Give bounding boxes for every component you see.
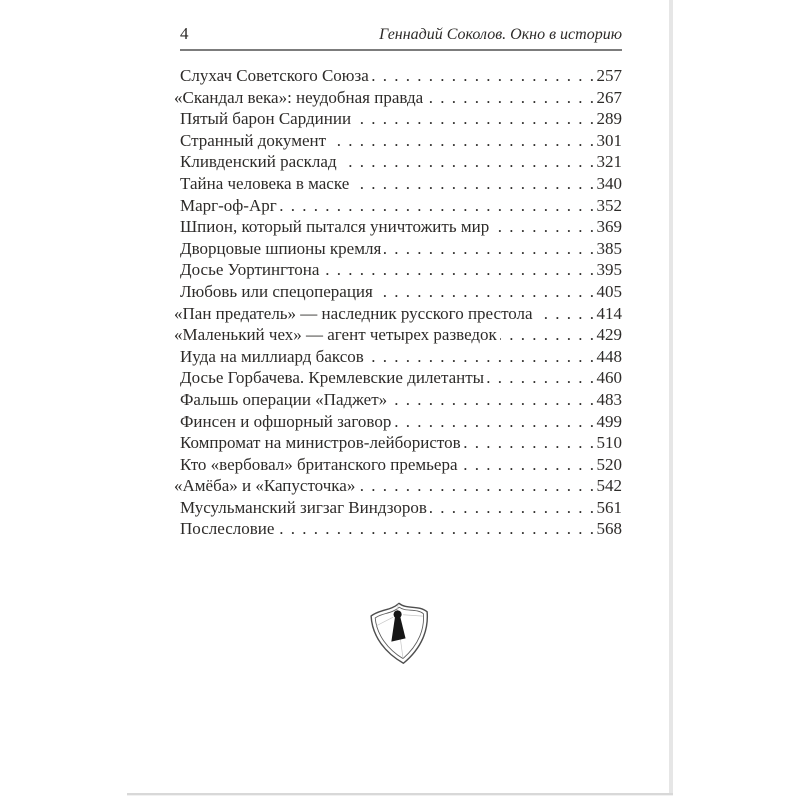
toc-entry (180, 518, 622, 540)
toc-dot-leader (487, 367, 595, 389)
toc-entry (180, 411, 622, 433)
page-edge-bottom (127, 793, 673, 796)
toc-dot-leader (430, 497, 596, 519)
toc-entry (180, 281, 622, 303)
toc-dot-leader (500, 324, 596, 346)
toc-entry-page: 352 (596, 195, 622, 215)
toc-entry-page: 385 (596, 238, 622, 258)
toc-entry-page: 460 (596, 368, 622, 388)
toc-entry-page: 395 (596, 260, 622, 280)
toc-dot-leader (464, 432, 596, 454)
toc-entry (180, 65, 622, 87)
toc-entry-page: 301 (596, 130, 622, 150)
toc-entry-title: Марг-оф-Арг (180, 195, 277, 215)
toc-entry-page: 429 (596, 325, 622, 345)
toc-entry-page: 405 (596, 281, 622, 301)
toc-entry-page: 520 (596, 454, 622, 474)
toc-entry-page: 340 (596, 173, 622, 193)
toc-entry (180, 238, 622, 260)
toc-dot-leader (384, 238, 595, 260)
toc-entry-title: «Амёба» и «Капусточка» (174, 476, 356, 496)
toc-entry-title: Компромат на министров-лейбористов (180, 433, 461, 453)
toc-entry-title: «Маленький чех» — агент четырех разведок (174, 325, 497, 345)
toc-entry (174, 87, 622, 109)
toc-dot-leader (340, 151, 596, 173)
toc-entry-title: Досье Уортингтона (180, 260, 320, 280)
page-edge-right (669, 0, 673, 794)
page-number: 4 (180, 24, 189, 43)
toc-entry (180, 454, 622, 476)
running-head: Геннадий Соколов. Окно в историю (379, 26, 622, 43)
page-header (180, 24, 622, 45)
toc-entry (180, 216, 622, 238)
toc-entry-title: Иуда на миллиард баксов (180, 346, 364, 366)
toc-entry-title: Слухач Советского Союза (180, 66, 369, 85)
toc-entry (180, 389, 622, 411)
toc-entry-page: 561 (596, 497, 622, 517)
toc-entry-page: 483 (596, 389, 622, 409)
toc-dot-leader (376, 281, 596, 303)
toc-dot-leader (536, 303, 596, 325)
toc-dot-leader (492, 216, 595, 238)
toc-entry-page: 542 (596, 476, 622, 496)
toc-entry (180, 151, 622, 173)
toc-entry (180, 367, 622, 389)
toc-entry-title: Странный документ (180, 130, 327, 150)
toc-entry-title: Шпион, который пытался уничтожить мир (180, 217, 490, 237)
toc-entry-page: 257 (596, 66, 622, 85)
header-rule (180, 49, 622, 51)
toc-entry-title: Кто «вербовал» британского премьера (180, 454, 458, 474)
toc-dot-leader (394, 411, 595, 433)
toc-entry-title: Дворцовые шпионы кремля (180, 238, 382, 258)
toc-entry-title: Пятый барон Сардинии (180, 109, 352, 129)
toc-entry (180, 108, 622, 130)
shield-keyhole-icon (360, 594, 440, 672)
toc-entry (180, 432, 622, 454)
toc-dot-leader (354, 108, 595, 130)
toc-dot-leader (280, 195, 596, 217)
toc-entry-title: «Скандал века»: неудобная правда (174, 87, 424, 107)
toc-entry-page: 369 (596, 217, 622, 237)
toc-dot-leader (461, 454, 596, 476)
toc-entry (180, 259, 622, 281)
toc-dot-leader (358, 475, 595, 497)
toc-entry-title: Мусульманский зигзаг Виндзоров (180, 497, 427, 517)
toc-entry-page: 267 (596, 87, 622, 107)
toc-entry-page: 510 (596, 433, 622, 453)
toc-entry-page: 289 (596, 109, 622, 129)
page-content (174, 24, 622, 540)
toc-entry-title: Любовь или спецоперация (180, 281, 373, 301)
toc-entry-page: 321 (596, 152, 622, 172)
toc-dot-leader (372, 65, 596, 87)
toc-dot-leader (367, 346, 596, 368)
toc-entry (174, 303, 622, 325)
toc-dot-leader (329, 130, 595, 152)
toc-entry (174, 475, 622, 497)
toc-entry-page: 499 (596, 411, 622, 431)
toc-dot-leader (277, 518, 595, 540)
toc-dot-leader (352, 173, 595, 195)
toc-entry-title: Кливденский расклад (180, 152, 337, 172)
toc-entry-page: 414 (596, 303, 622, 323)
toc-entry (174, 324, 622, 346)
toc-entry-title: Тайна человека в маске (180, 173, 350, 193)
toc-entry-title: Фальшь операции «Паджет» (180, 389, 388, 409)
toc-entry-page: 448 (596, 346, 622, 366)
toc-entry (180, 346, 622, 368)
toc-entry (180, 497, 622, 519)
toc-entry (180, 195, 622, 217)
toc-entry-title: Досье Горбачева. Кремлевские дилетанты (180, 368, 485, 388)
toc-entry-title: Финсен и офшорный заговор (180, 411, 392, 431)
toc-entry-title: «Пан предатель» — наследник русского престола (174, 303, 533, 323)
table-of-contents (174, 65, 622, 540)
toc-entry-title: Послесловие (180, 519, 275, 539)
toc-dot-leader (322, 259, 595, 281)
toc-entry (180, 173, 622, 195)
toc-dot-leader (426, 87, 595, 109)
toc-entry-page: 568 (596, 519, 622, 539)
toc-entry (180, 130, 622, 152)
toc-dot-leader (390, 389, 595, 411)
